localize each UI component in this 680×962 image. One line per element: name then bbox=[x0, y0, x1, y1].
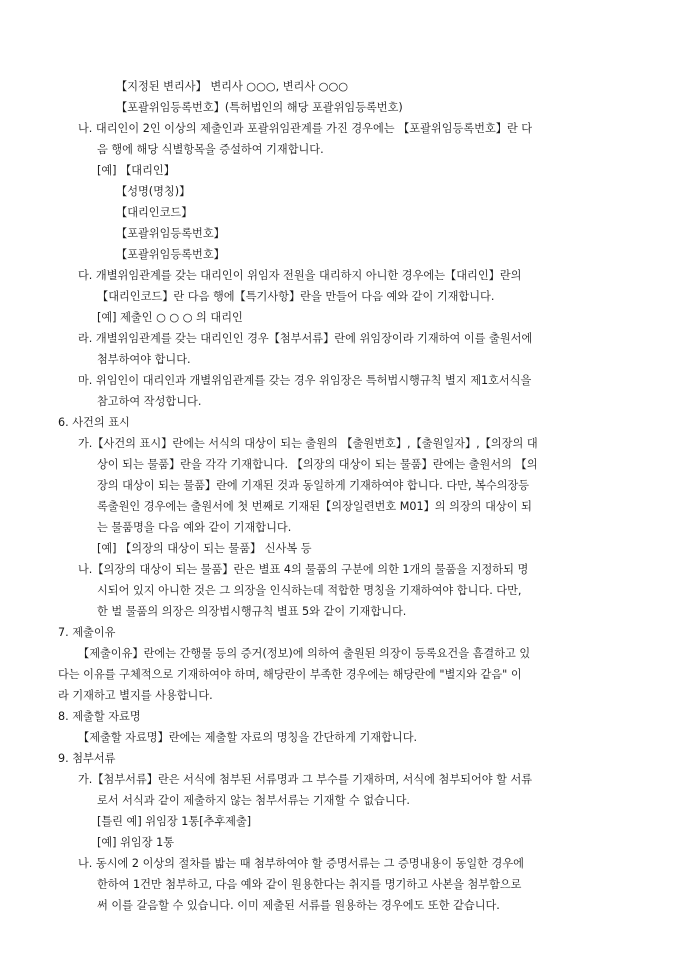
text-line: 【지정된 변리사】 변리사 ○○○, 변리사 ○○○ bbox=[116, 80, 348, 93]
text-line: 첨부하여야 합니다. bbox=[97, 353, 191, 366]
text-line: 【포괄위임등록번호】 bbox=[116, 248, 225, 261]
text-line: [예] 제출인 ○ ○ ○ 의 대리인 bbox=[97, 311, 243, 324]
text-line: 나. 대리인이 2인 이상의 제출인과 포괄위임관계를 가진 경우에는 【포괄위임등록번호】란 다 bbox=[78, 122, 533, 135]
text-line: 록출원인 경우에는 출원서에 첫 번째로 기재된【의장일련번호 M01】의 의장의 대상이 되 bbox=[97, 500, 532, 513]
text-line: 【포괄위임등록번호】 bbox=[116, 227, 225, 240]
text-line: 6. 사건의 표시 bbox=[58, 416, 130, 429]
text-line: 【포괄위임등록번호】(특허법인의 해당 포괄위임등록번호) bbox=[116, 101, 403, 114]
text-line: 써 이를 갈음할 수 있습니다. 이미 제출된 서류를 원용하는 경우에도 또한 같습니다. bbox=[97, 899, 500, 912]
text-line: 가.【사건의 표시】란에는 서식의 대상이 되는 출원의 【출원번호】,【출원일자】,【의장의 대 bbox=[78, 437, 538, 450]
text-line: 【성명(명칭)】 bbox=[116, 185, 191, 198]
text-line: 시되어 있지 아니한 것은 그 의장을 인식하는데 적합한 명칭을 기재하여야 합니다. 다만, bbox=[97, 584, 522, 597]
text-line: 마. 위임인이 대리인과 개별위임관계를 갖는 경우 위임장은 특허법시행규칙 별지 제1호서식을 bbox=[78, 374, 532, 387]
text-line: 장의 대상이 되는 물품】란에 기재된 것과 동일하게 기재하여야 합니다. 다만, 복수의장등 bbox=[97, 479, 530, 492]
text-line: 한 벌 물품의 의장은 의장법시행규칙 별표 5와 같이 기재합니다. bbox=[97, 605, 407, 618]
text-line: 라 기재하고 별지를 사용합니다. bbox=[58, 689, 213, 702]
text-line: 로서 서식과 같이 제출하지 않는 첨부서류는 기재할 수 없습니다. bbox=[97, 794, 410, 807]
text-line: 【대리인코드】란 다음 행에【특기사항】란을 만들어 다음 예와 같이 기재합니다. bbox=[97, 290, 495, 303]
text-line: 음 행에 해당 식별항목을 증설하여 기재합니다. bbox=[97, 143, 324, 156]
text-line: 한하여 1건만 첨부하고, 다음 예와 같이 원용한다는 취지를 명기하고 사본을 첨부함으로 bbox=[97, 878, 522, 891]
text-line: 상이 되는 물품】란을 각각 기재합니다. 【의장의 대상이 되는 물품】란에는 출원서의 【의 bbox=[97, 458, 538, 471]
text-line: 참고하여 작성합니다. bbox=[97, 395, 202, 408]
text-line: [예] 【의장의 대상이 되는 물품】 신사복 등 bbox=[97, 542, 312, 555]
text-line: 는 물품명을 다음 예와 같이 기재합니다. bbox=[97, 521, 292, 534]
text-line: 9. 첨부서류 bbox=[58, 752, 116, 765]
text-line: 나. 동시에 2 이상의 절차를 밟는 때 첨부하여야 할 증명서류는 그 증명내용이 동일한 경우에 bbox=[78, 857, 524, 870]
text-line: 다. 개별위임관계를 갖는 대리인이 위임자 전원을 대리하지 아니한 경우에는【대리인】란의 bbox=[78, 269, 522, 282]
text-line: 【대리인코드】 bbox=[116, 206, 193, 219]
text-line: [예] 【대리인】 bbox=[97, 164, 175, 177]
text-line: 가.【첨부서류】란은 서식에 첨부된 서류명과 그 부수를 기재하며, 서식에 첨부되어야 할 서류 bbox=[78, 773, 533, 786]
text-line: 【제출할 자료명】란에는 제출할 자료의 명칭을 간단하게 기재합니다. bbox=[78, 731, 418, 744]
text-line: 라. 개별위임관계를 갖는 대리인인 경우【첨부서류】란에 위임장이라 기재하여 이를 출원서에 bbox=[78, 332, 533, 345]
text-line: 8. 제출할 자료명 bbox=[58, 710, 141, 723]
text-line: [틀린 예] 위임장 1통[추후제출] bbox=[97, 815, 252, 828]
text-line: [예] 위임장 1통 bbox=[97, 836, 174, 849]
text-line: 7. 제출이유 bbox=[58, 626, 116, 639]
text-line: 나.【의장의 대상이 되는 물품】란은 별표 4의 물품의 구분에 의한 1개의 물품을 지정하되 명 bbox=[78, 563, 529, 576]
text-line: 【제출이유】란에는 간행물 등의 증거(정보)에 의하여 출원된 의장이 등록요건을 흠결하고 있 bbox=[78, 647, 531, 660]
text-line: 다는 이유를 구체적으로 기재하여야 하며, 해당란이 부족한 경우에는 해당란에 "별지와 같음" 이 bbox=[58, 668, 522, 681]
